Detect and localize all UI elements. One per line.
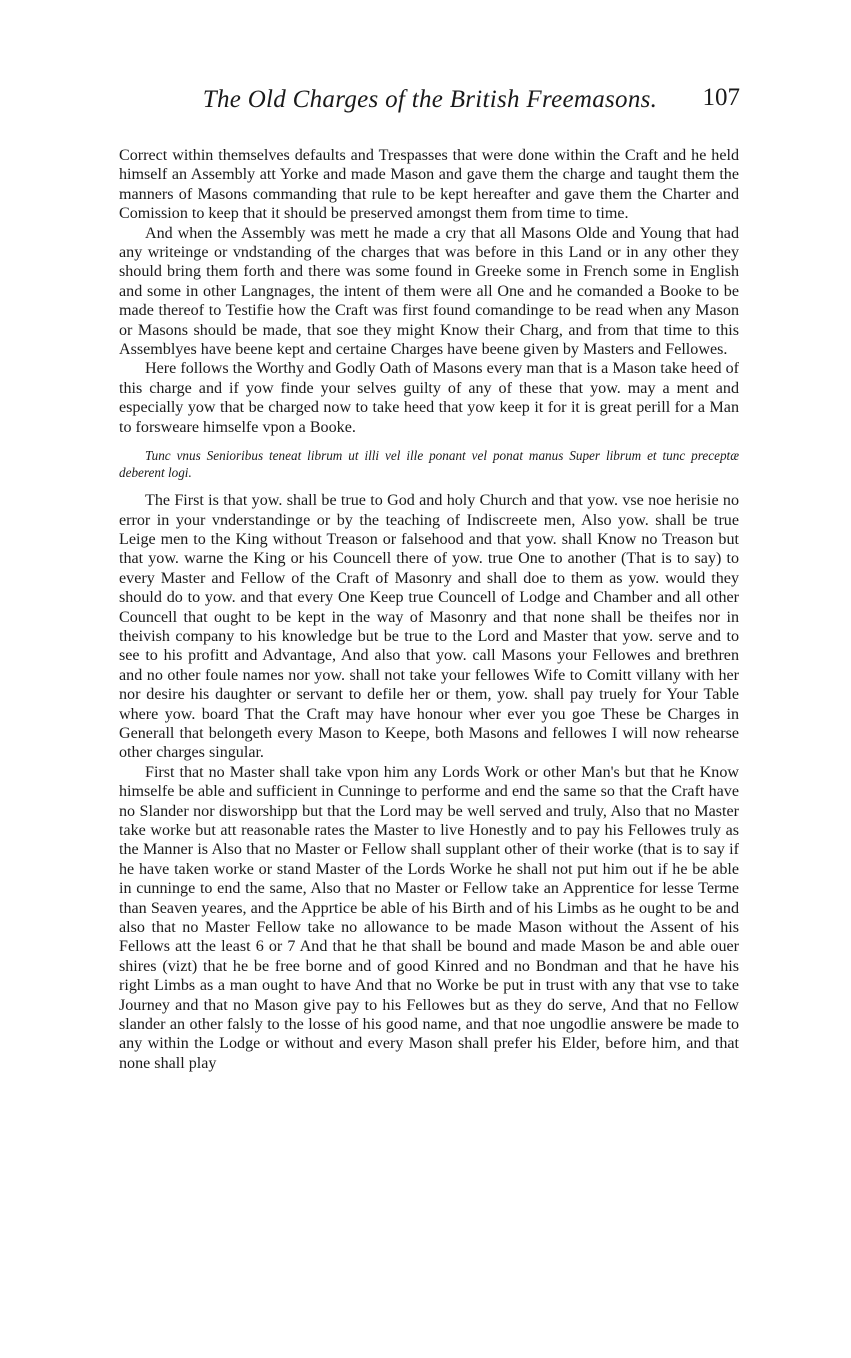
paragraph-1: Correct within themselves defaults and Trespasses that were done within the Craft and he held himself an Assembly att Yorke and made Mason and gave them the charge and taught them the manners of Masons commanding that rule to be kept hereafter and gave them the Charter and Comission to keep that it should be preserved amongst them from time to time. [119, 147, 739, 223]
page-number: 107 [702, 84, 740, 111]
paragraph-4: The First is that yow. shall be true to God and holy Church and that yow. vse noe herisie no error in your vnderstandinge or by the teaching of Indiscreete men, Also yow. shall be true Leige men to the King without Treason or falsehood and that yow. shall Know no Treason but that yow. warne the King or his Councell there of yow. true One to another (That is to say) to every Master and Fellow of the Craft of Masonry and shall doe to them as yow. would they should do to yow. and that every One Keep true Councell of Lodge and Chamber and all other Councell that ought to be kept in the way of Masonry and that none shall be theifes nor in theivish company to his knowledge but be true to the Lord and Master that yow. serve and to see to his profitt and Advantage, And also that yow. call Masons your Fellowes and brethren and no other foule names nor yow. shall not take your fellowes Wife to Comitt villany with her nor desire his daughter or servant to defile her or them, yow. shall pay truely for Your Table where yow. board That the Craft may have honour wher ever you goe These be Charges in Generall that belongeth every Mason to Keepe, both Masons and fellowes I will now rehearse other charges singular. [119, 492, 739, 762]
latin-rubric: Tunc vnus Senioribus teneat librum ut illi vel ille ponant vel ponat manus Super librum et tunc preceptæ deberent logi. [119, 448, 739, 481]
paragraph-5: First that no Master shall take vpon him any Lords Work or other Man's but that he Know himselfe be able and sufficient in Cunninge to performe and end the same so that the Craft have no Slander nor disworshipp but that the Lord may be well served and truly, Also that no Master take worke but att reasonable rates the Master to live Honestly and to pay his Fellowes truly as the Manner is Also that no Master or Fellow shall supplant other of their worke (that is to say if he have taken worke or stand Master of the Lords Worke he shall not put him out if he be able in cunninge to end the same, Also that no Master or Fellow take an Apprentice for lesse Terme than Seaven yeares, and the Apprtice be able of his Birth and of his Limbs as he ought to be and also that no Master Fellow take no allowance to be made Mason without the Assent of his Fellows att the least 6 or 7 And that he that shall be bound and made Mason be and able ouer shires (vizt) that he be free borne and of good Kinred and no Bondman and that he have his right Limbs as a man ought to have And that no Worke be put in trust with any that vse to take Journey and that no Mason give pay to his Fellowes but as they do serve, And that no Fellow slander an other falsly to the losse of his good name, and that noe ungodlie answere be made to any within the Lodge or without and every Mason shall prefer his Elder, before him, and that none shall play [119, 763, 739, 1072]
text-body [119, 146, 739, 1073]
paragraph-2: And when the Assembly was mett he made a cry that all Masons Olde and Young that had any writeinge or vndstanding of the charges that was before in this Land or in any other they should bring them forth and there was some found in Greeke some in French some in English and some in other Langnages, the intent of them were all One and he comanded a Booke to be made thereof to Testifie how the Craft was first found comandinge to be read when any Mason or Masons should be made, that soe they might Know their Charg, and from that time to this Assemblyes have beene kept and certaine Charges have beene given by Masters and Fellowes. [119, 224, 739, 359]
paragraph-3: Here follows the Worthy and Godly Oath of Masons every man that is a Mason take heed of this charge and if yow finde your selves guilty of any of these that yow. may a ment and especially yow that be charged now to take heed that yow keep it for it is great perill for a Man to forsweare himselfe vpon a Booke. [119, 360, 739, 436]
running-title: The Old Charges of the British Freemasons. [202, 86, 658, 113]
